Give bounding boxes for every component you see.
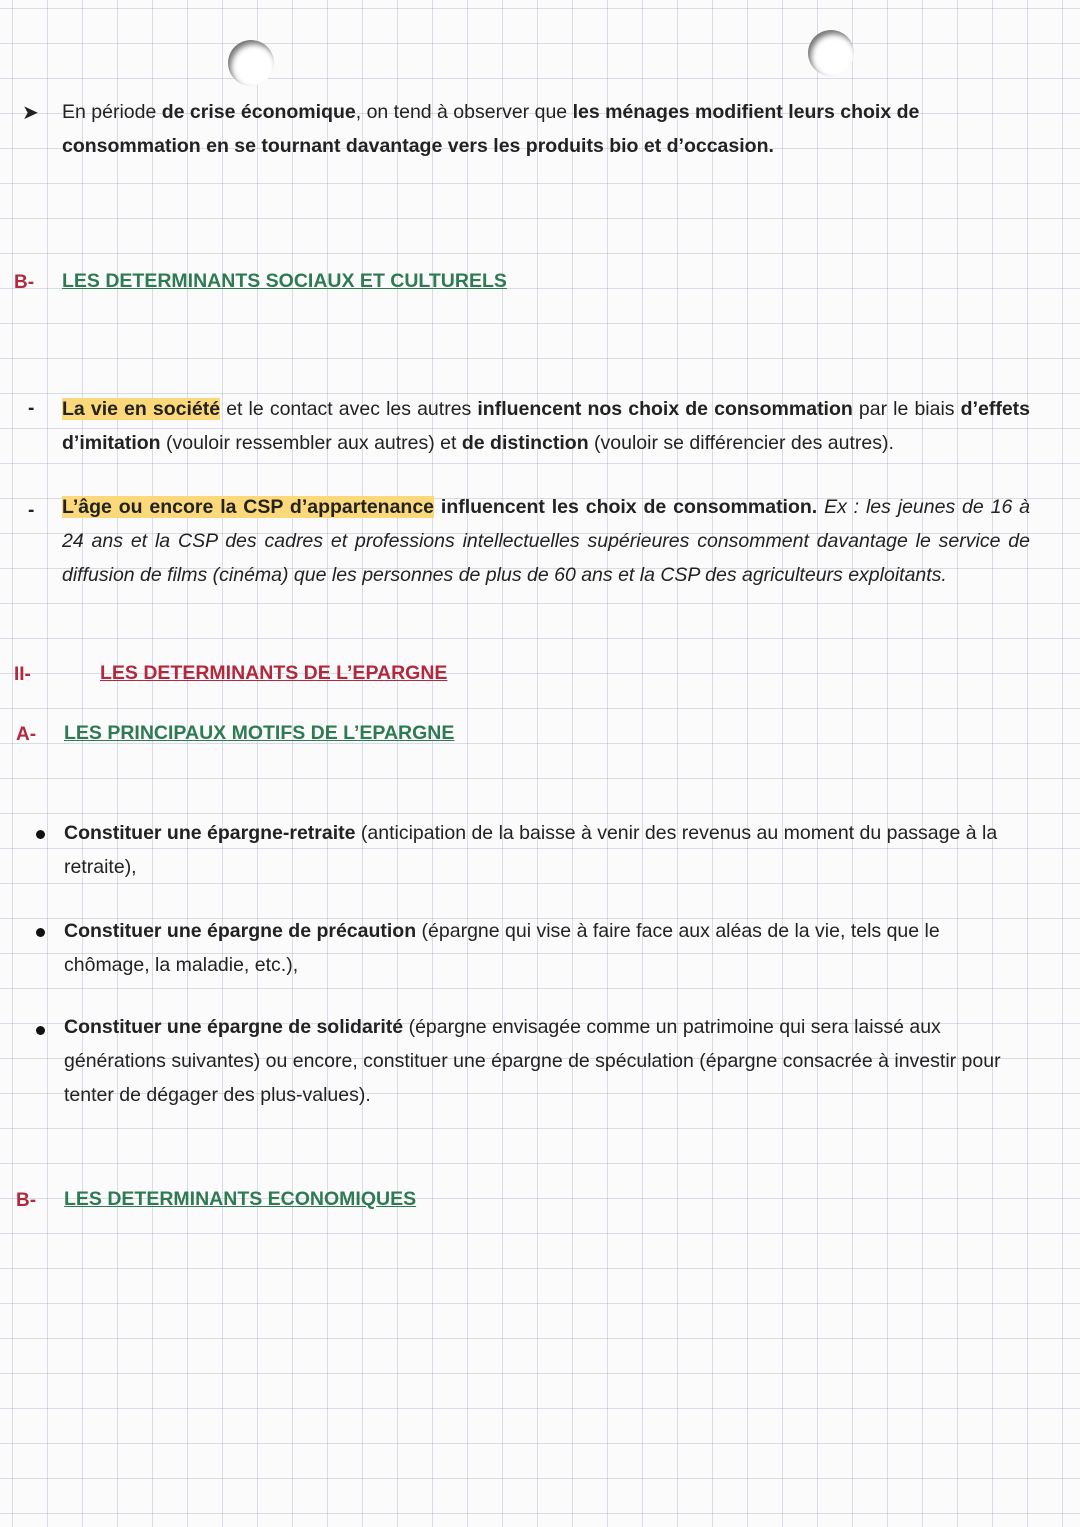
social-paragraph-2: L’âge ou encore la CSP d’appartenance influencent les choix de consommation. Ex : les jeunes de 16 à 24 ans et la CSP des cadres et professions intellectuelles supérieures consomment davantage le service de diffusion de films (cinéma) que les personnes de plus de 60 ans et la CSP des agriculteurs exploitants.	[62, 496, 1030, 586]
section-b2-marker: B-	[16, 1190, 37, 1211]
section-a-marker: A-	[16, 724, 37, 745]
arrow-bullet-icon: ➤	[22, 102, 39, 124]
motive-solidarite: Constituer une épargne de solidarité (épargne envisagée comme un patrimoine qui sera laissé aux générations suivantes) ou encore, constituer une épargne de spéculation (épargne consacrée à investir pour tenter de dégager des plus-values).	[64, 1016, 1001, 1106]
social-paragraph-1: La vie en société et le contact avec les autres influencent nos choix de consommation par le biais d’effets d’imitation (vouloir ressembler aux autres) et de distinction (vouloir se différencier des autres).	[62, 398, 1031, 454]
motive-precaution: Constituer une épargne de précaution (épargne qui vise à faire face aux aléas de la vie, tels que le chômage, la maladie, etc.),	[64, 920, 940, 976]
intro-paragraph: En période de crise économique, on tend à observer que les ménages modifient leurs choix de consommation en se tournant davantage vers les produits bio et d’occasion.	[62, 101, 920, 157]
bullet-dot-3	[36, 1026, 45, 1035]
bullet-dot-1	[36, 830, 45, 839]
section-ii-title: LES DETERMINANTS DE L’EPARGNE	[100, 662, 448, 684]
motive-retraite: Constituer une épargne-retraite (anticipation de la baisse à venir des revenus au moment du passage à la retraite),	[64, 822, 998, 878]
section-b1-title: LES DETERMINANTS SOCIAUX ET CULTURELS	[62, 270, 507, 292]
punch-hole-right	[808, 30, 854, 76]
dash-marker-1: -	[28, 398, 35, 419]
section-b1-marker: B-	[14, 272, 35, 293]
dash-marker-2: -	[28, 500, 35, 521]
punch-hole-left	[228, 40, 274, 86]
section-a-title: LES PRINCIPAUX MOTIFS DE L’EPARGNE	[64, 722, 455, 744]
section-b2-title: LES DETERMINANTS ECONOMIQUES	[64, 1188, 417, 1210]
section-ii-marker: II-	[14, 664, 31, 685]
bullet-dot-2	[36, 928, 45, 937]
